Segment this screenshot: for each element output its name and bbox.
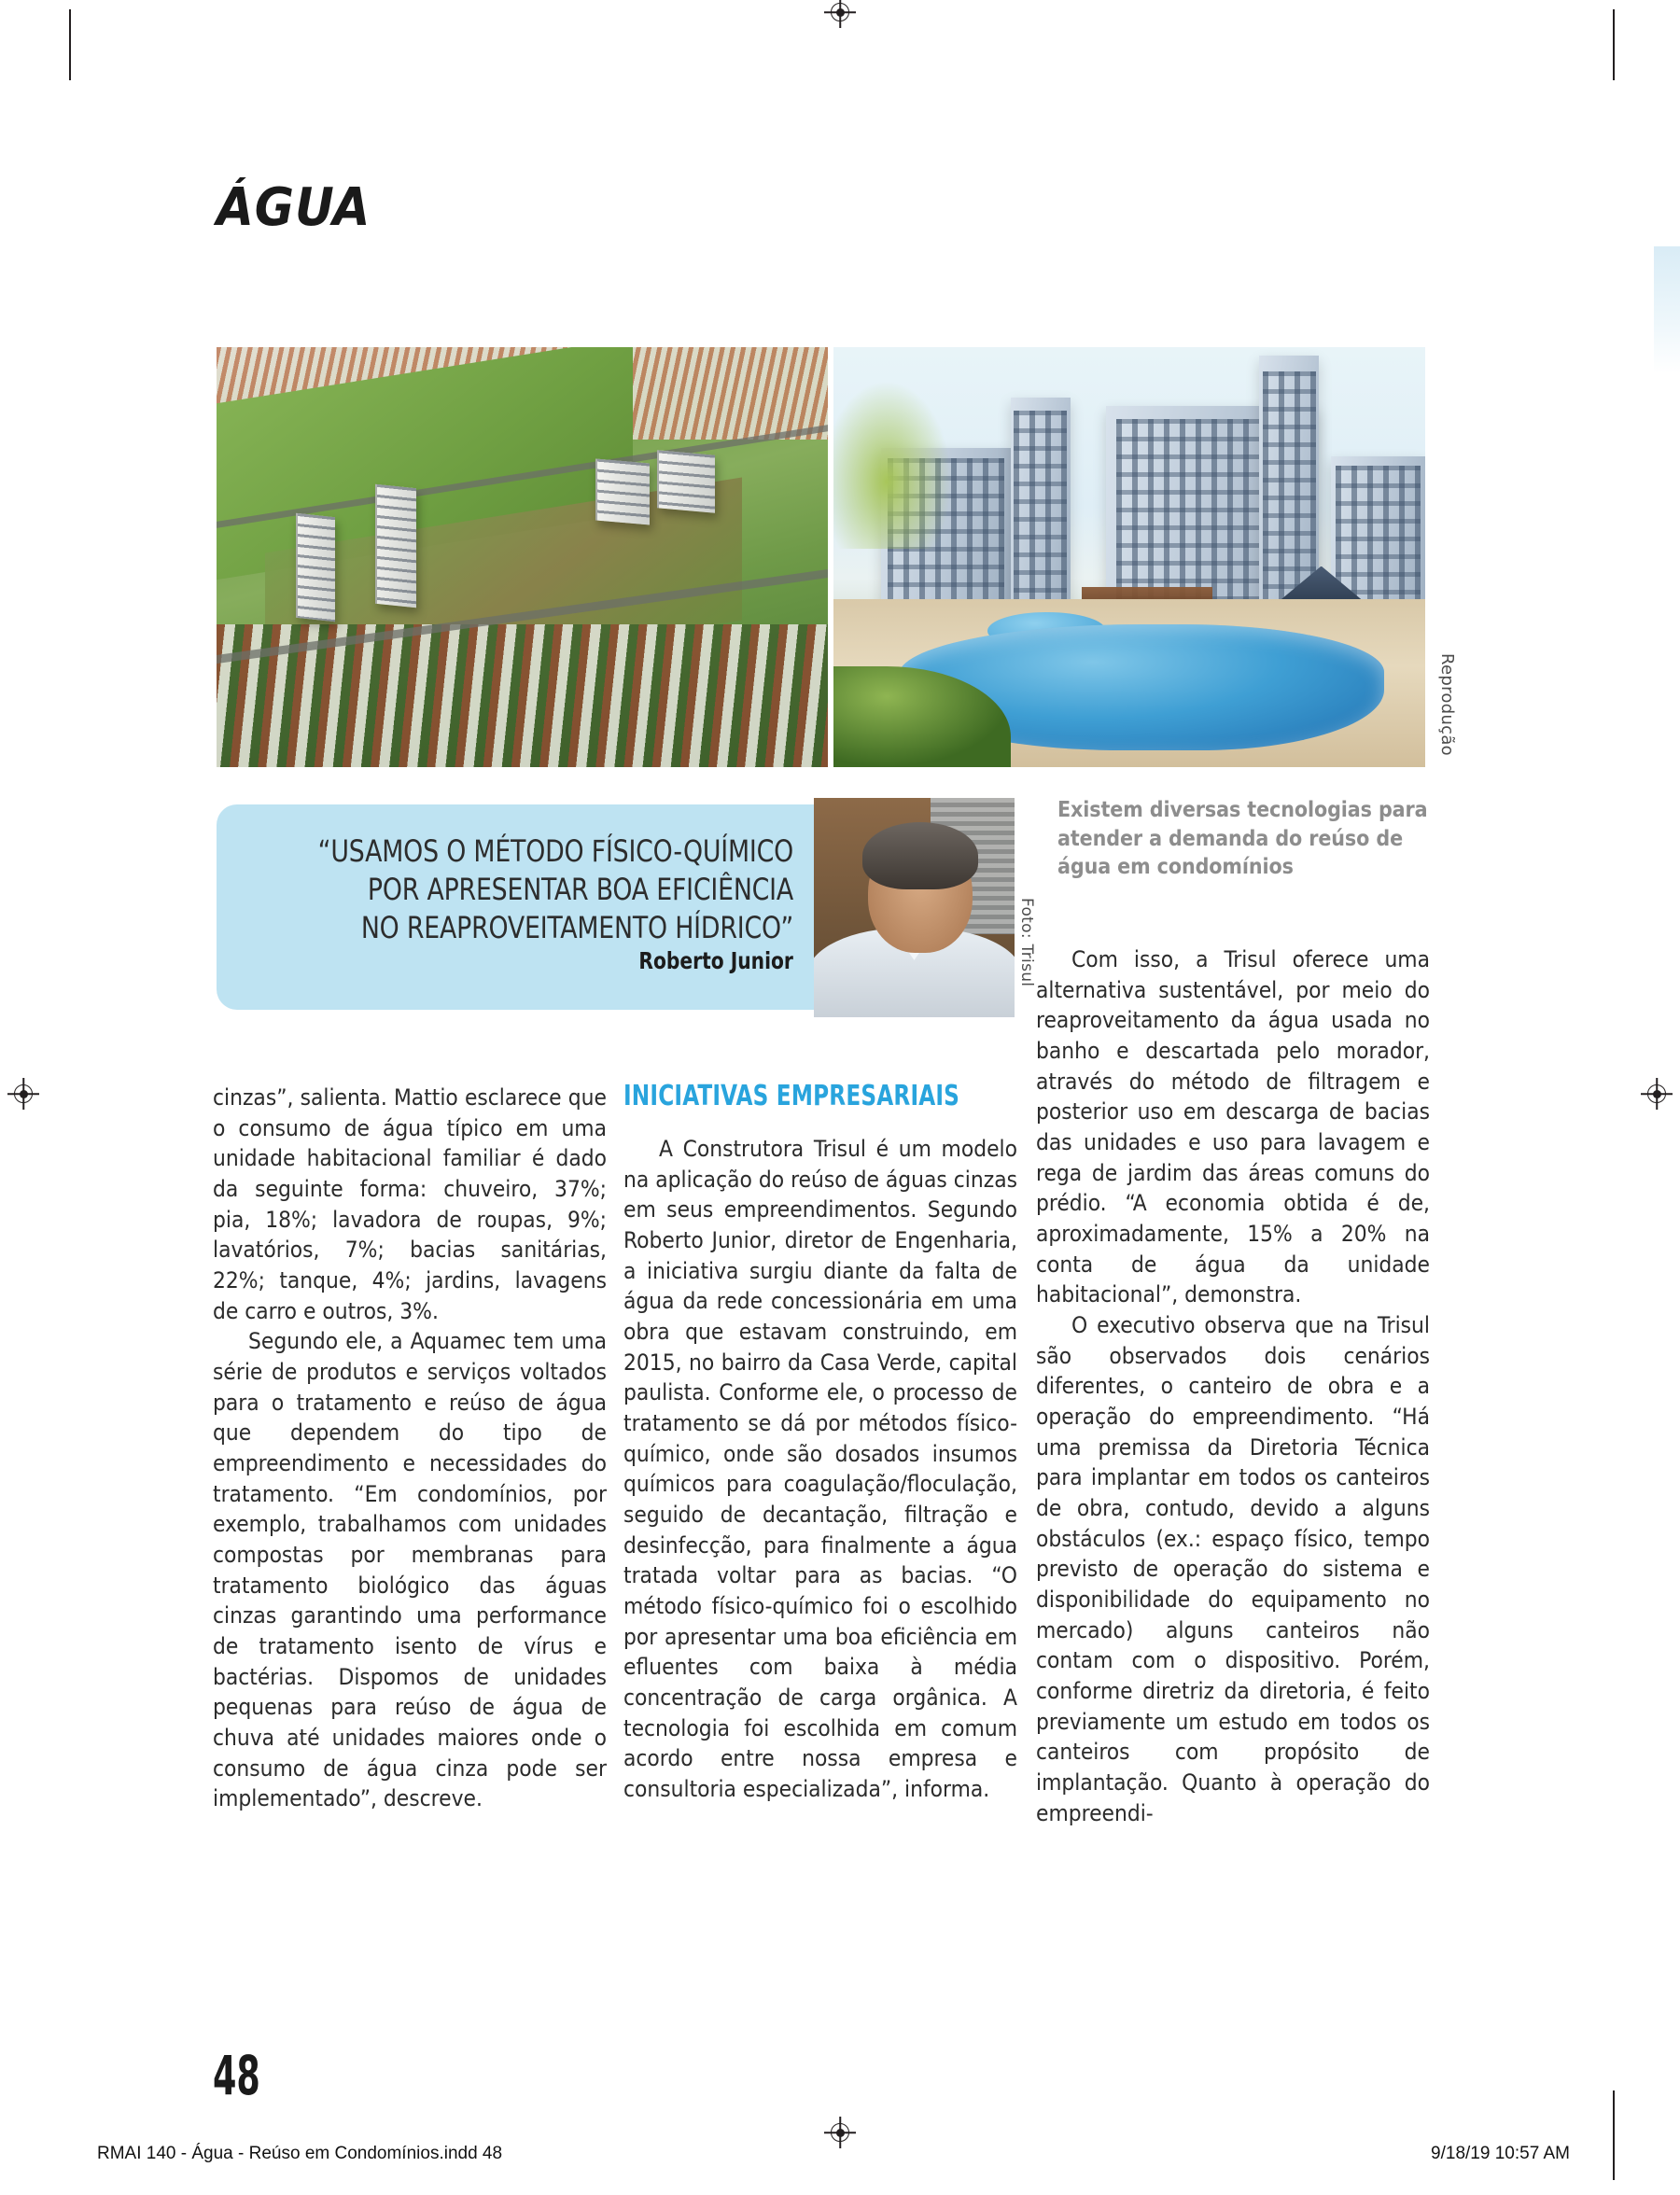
body-column-1 xyxy=(213,1083,607,1814)
paragraph: A Construtora Trisul é um modelo na aplicação do reúso de águas cinzas em seus empreendimentos. Segundo Roberto Junior, diretor de Engenharia, a iniciativa surgiu diante da falta de água da rede concessionária em uma obra que estavam construindo, em 2015, no bairro da Casa Verde, capital paulista. Conforme ele, o processo de tratamento se dá por métodos físico-químico, onde são dosados insumos químicos para coagulação/floculação, seguido de decantação, filtração e desinfecção, para finalmente a água tratada voltar para as bacias. “O método físico-químico foi o escolhido por apresentar uma boa eficiência em efluentes com baixa à média concentração de carga orgânica. A tecnologia foi escolhida em comum acordo entre nossa empresa e consultoria especializada”, informa. xyxy=(623,1135,1017,1803)
pull-quote-attribution: Roberto Junior xyxy=(638,947,793,974)
paragraph: Segundo ele, a Aquamec tem uma série de produtos e serviços voltados para o tratamento e reúso de água que dependem do tipo de empreendimento e necessidades do tratamento. “Em condomínios, por exemplo, trabalhamos com unidades compostas por membranas para tratamento biológico das águas cinzas garantindo uma performance de tratamento isento de vírus e bactérias. Dispomos de unidades pequenas para reúso de água de chuva até unidades maiores onde o consumo de água cinza pode ser implementado”, descreve. xyxy=(213,1327,607,1812)
pull-quote-line-1: “USAMOS O MÉTODO FÍSICO-QUÍMICO xyxy=(317,833,793,869)
deck-caption: Existem diversas tecnologias para atender a demanda do reúso de água em condomínios xyxy=(1057,798,1428,880)
pull-quote-box xyxy=(217,804,819,1010)
page-side-tab xyxy=(1654,246,1680,373)
registration-mark-bottom xyxy=(824,2117,856,2148)
indesign-slug-filename: RMAI 140 - Água - Reúso em Condomínios.indd 48 xyxy=(97,2144,503,2163)
page-number: 48 xyxy=(213,2044,260,2107)
page-edge-rule-right xyxy=(1613,2090,1615,2180)
pull-quote-line-3: NO REAPROVEITAMENTO HÍDRICO” xyxy=(360,909,793,945)
pool-photo xyxy=(833,347,1425,767)
indesign-slug-timestamp: 9/18/19 10:57 AM xyxy=(1431,2144,1570,2163)
paragraph: O executivo observa que na Trisul são observados dois cenários diferentes, o canteiro de obra e a operação do empreendimento. “Há uma premissa da Diretoria Técnica para implantar em todos os canteiros de obra, contudo, devido a alguns obstáculos (ex.: espaço físico, tempo previsto de operação do sistema e disponibilidade do equipamento no mercado) alguns canteiros não contam com o dispositivo. Porém, conforme diretriz da diretoria, é feito previamente um estudo em todos os canteiros com propósito de implantação. Quanto à operação do empreendi- xyxy=(1036,1311,1430,1826)
registration-mark-left xyxy=(7,1078,39,1110)
pull-quote-text xyxy=(291,832,793,947)
paragraph: cinzas”, salienta. Mattio esclarece que o consumo de água típico em uma unidade habitacional familiar é dado da seguinte forma: chuveiro, 37%; pia, 18%; lavadora de roupas, 9%; lavatórios, 7%; bacias sanitárias, 22%; tanque, 4%; jardins, lavagens de carro e outros, 3%. xyxy=(213,1084,607,1324)
photo-strip xyxy=(217,347,1425,767)
body-column-2 xyxy=(623,1134,1017,1805)
pull-quote-line-2: POR APRESENTAR BOA EFICIÊNCIA xyxy=(367,871,793,907)
crop-mark-top-left xyxy=(69,9,71,80)
paragraph: Com isso, a Trisul oferece uma alternativa sustentável, por meio do reaproveitamento da água usada no banho e descartada pelo morador, através do método de filtragem e posterior uso em descarga de bacias das unidades e uso para lavagem e rega de jardim das áreas comuns do prédio. “A economia obtida é de, aproximadamente, 15% a 20% na conta de água da unidade habitacional”, demonstra. xyxy=(1036,945,1430,1308)
registration-mark-right xyxy=(1641,1078,1673,1110)
aerial-photo xyxy=(217,347,828,767)
page-title: ÁGUA xyxy=(217,177,371,238)
registration-mark-top xyxy=(824,0,856,28)
portrait-photo xyxy=(814,798,1015,1017)
crop-mark-top-right xyxy=(1613,9,1615,80)
section-subheading: INICIATIVAS EMPRESARIAIS xyxy=(623,1080,960,1112)
portrait-photo-credit: Foto: Trisul xyxy=(1017,898,1036,987)
body-column-3 xyxy=(1036,944,1430,1828)
aerial-photo-credit: Reprodução xyxy=(1437,653,1457,756)
